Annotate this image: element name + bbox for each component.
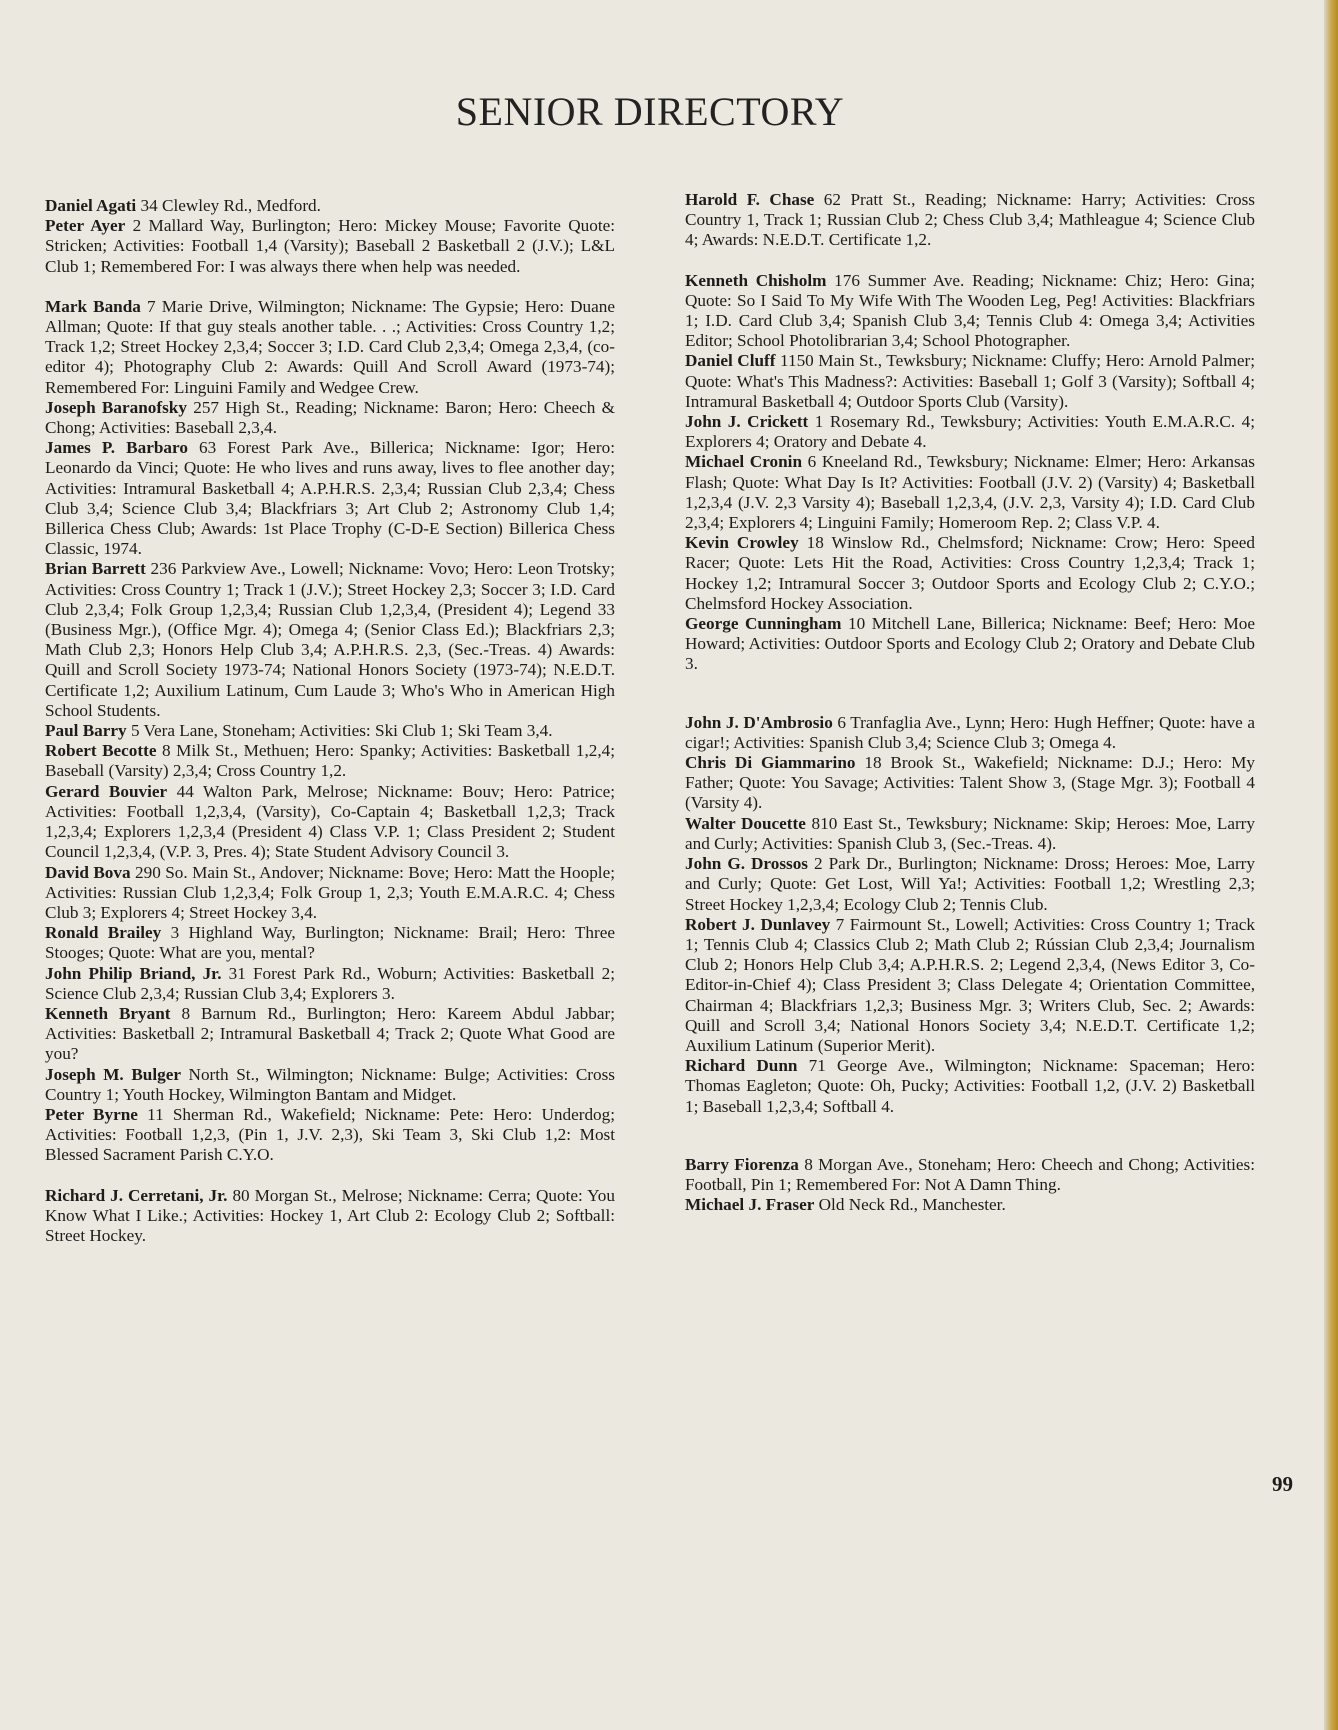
spacer bbox=[45, 1166, 615, 1186]
entry-name: John Philip Briand, Jr. bbox=[45, 963, 222, 983]
entry-name: Michael J. Fraser bbox=[685, 1195, 815, 1215]
entry-text: 8 Barnum Rd., Burlington; Hero: Kareem Abdul Jabbar; Activities: Basketball 2; Intramural Basketball 4; Track 2; Quote What Good are you? bbox=[45, 1003, 615, 1064]
directory-entry bbox=[45, 196, 615, 216]
entry-name: Robert J. Dunlavey bbox=[685, 914, 831, 934]
entry-name: Joseph M. Bulger bbox=[45, 1064, 181, 1084]
directory-entry bbox=[685, 1195, 1255, 1215]
entry-text: Old Neck Rd., Manchester. bbox=[814, 1195, 1006, 1215]
entry-name: Kenneth Bryant bbox=[45, 1003, 171, 1023]
directory-entry bbox=[45, 923, 615, 963]
entry-name: Kevin Crowley bbox=[685, 533, 799, 553]
entry-name: Paul Barry bbox=[45, 721, 127, 741]
entry-name: Michael Cronin bbox=[685, 452, 803, 472]
entry-text: 2 Mallard Way, Burlington; Hero: Mickey Mouse; Favorite Quote: Stricken; Activities: Football 1,4 (Varsity); Baseball 2 Basketball 2 (J.V.); L&L Club 1; Remembered For: I was always there when help was needed. bbox=[45, 216, 616, 276]
directory-entry bbox=[685, 533, 1255, 614]
directory-entry bbox=[685, 1056, 1255, 1117]
directory-entry bbox=[685, 190, 1255, 251]
directory-entry bbox=[685, 814, 1255, 854]
spacer bbox=[685, 675, 1255, 713]
page-title: SENIOR DIRECTORY bbox=[455, 89, 845, 134]
entry-name: Chris Di Giammarino bbox=[685, 753, 856, 773]
directory-entry bbox=[45, 1004, 615, 1065]
page-number: 99 bbox=[1272, 1472, 1293, 1496]
entry-text: 290 So. Main St., Andover; Nickname: Bove; Hero: Matt the Hoople; Activities: Russian Club 1,2,3,4; Folk Group 1, 2,3; Youth E.M.A.R.C. 4; Chess Club 3; Explorers 4; Street Hockey 3,4. bbox=[45, 862, 615, 922]
entry-name: Brian Barrett bbox=[45, 559, 146, 579]
entry-text: 1150 Main St., Tewksbury; Nickname: Cluffy; Hero: Arnold Palmer; Quote: What's This Madness?: Activities: Baseball 1; Golf 3 (Varsity); Softball 4; Intramural Basketball 4; Outdoor Sports Club (Varsity). bbox=[685, 351, 1255, 411]
entry-text: 236 Parkview Ave., Lowell; Nickname: Vovo; Hero: Leon Trotsky; Activities: Cross Country 1; Track 1 (J.V.); Street Hockey 2,3; Soccer 3; I.D. Card Club 2,3,4; Folk Group 1,2,3,4; Russian Club 1,2,3,4, (President 4); Legend 33 (Business Mgr.), (Office Mgr. 4); Omega 4; (Senior Class Ed.); Blackfriars 2,3; Math Club 2,3; Honors Help Club 3,4; A.P.H.R.S. 2,3, (Sec.-Treas. 4) Awards: Quill and Scroll Society 1973-74; National Honors Society (1973-74); N.E.D.T. Certificate 1,2; Auxilium Latinum, Cum Laude 3; Who's Who in American High School Students. bbox=[45, 559, 615, 720]
entry-text: 18 Brook St., Wakefield; Nickname: D.J.; Hero: My Father; Quote: You Savage; Activities: Talent Show 3, (Stage Mgr. 3); Football 4 (Varsity 4). bbox=[685, 753, 1255, 813]
entry-name: James P. Barbaro bbox=[45, 438, 188, 458]
entry-text: 176 Summer Ave. Reading; Nickname: Chiz; Hero: Gina; Quote: So I Said To My Wife With The Wooden Leg, Peg! Activities: Blackfriars 1; I.D. Card Club 3,4; Spanish Club 3,4; Tennis Club 4: Omega 3,4; Activities Editor; School Photolibrarian 3,4; School Photographer. bbox=[685, 270, 1255, 351]
directory-entry bbox=[45, 863, 615, 924]
entry-text: 6 Tranfaglia Ave., Lynn; Hero: Hugh Heffner; Quote: have a cigar!; Activities: Spanish Club 3,4; Science Club 3; Omega 4. bbox=[685, 712, 1255, 752]
entry-text: 80 Morgan St., Melrose; Nickname: Cerra; Quote: You Know What I Like.; Activities: Hockey 1, Art Club 2: Ecology Club 2; Softball: Street Hockey. bbox=[45, 1185, 615, 1245]
entry-name: Daniel Cluff bbox=[685, 351, 776, 371]
entry-name: John J. D'Ambrosio bbox=[685, 712, 833, 732]
directory-entry bbox=[685, 271, 1255, 352]
directory-entry bbox=[45, 438, 615, 559]
directory-entry bbox=[685, 452, 1255, 533]
directory-entry bbox=[45, 559, 615, 721]
entry-name: Richard Dunn bbox=[685, 1056, 798, 1076]
spacer bbox=[685, 251, 1255, 271]
entry-text: 6 Kneeland Rd., Tewksbury; Nickname: Elmer; Hero: Arkansas Flash; Quote: What Day Is It? Activities: Football (J.V. 2) (Varsity) 4; Basketball 1,2,3,4 (J.V. 2,3 Varsity 4); Baseball 1,2,3,4, (J.V. 2,3, Varsity 4); I.D. Card Club 2,3,4; Explorers 4; Linguini Family; Homeroom Rep. 2; Class V.P. 4. bbox=[685, 452, 1255, 533]
entry-name: John J. Crickett bbox=[685, 412, 809, 432]
entry-text: 71 George Ave., Wilmington; Nickname: Spaceman; Hero: Thomas Eagleton; Quote: Oh, Pucky; Activities: Football 1,2, (J.V. 2) Basketball 1; Baseball 1,2,3,4; Softball 4. bbox=[685, 1056, 1255, 1116]
directory-entry bbox=[45, 741, 615, 781]
directory-entry bbox=[685, 614, 1255, 675]
entry-text: 8 Morgan Ave., Stoneham; Hero: Cheech and Chong; Activities: Football, Pin 1; Remembered For: Not A Damn Thing. bbox=[685, 1154, 1255, 1194]
entry-name: David Bova bbox=[45, 862, 131, 882]
directory-entry bbox=[45, 964, 615, 1004]
directory-entry bbox=[685, 412, 1255, 452]
directory-entry bbox=[45, 216, 615, 277]
entry-name: Richard J. Cerretani, Jr. bbox=[45, 1185, 228, 1205]
directory-entry bbox=[45, 297, 615, 398]
left-column bbox=[45, 196, 615, 1246]
entry-text: 62 Pratt St., Reading; Nickname: Harry; Activities: Cross Country 1, Track 1; Russian Club 2; Chess Club 3,4; Mathleague 4; Science Club 4; Awards: N.E.D.T. Certificate 1,2. bbox=[685, 190, 1255, 250]
entry-name: Peter Byrne bbox=[45, 1104, 138, 1124]
entry-name: John G. Drossos bbox=[685, 854, 808, 874]
directory-entry bbox=[45, 398, 615, 438]
directory-entry bbox=[685, 915, 1255, 1056]
directory-entry bbox=[45, 1186, 615, 1247]
directory-entry bbox=[685, 1155, 1255, 1195]
entry-text: 8 Milk St., Methuen; Hero: Spanky; Activities: Basketball 1,2,4; Baseball (Varsity) 2,3,4; Cross Country 1,2. bbox=[45, 741, 615, 781]
page-edge-binding bbox=[1324, 0, 1338, 1730]
entry-text: North St., Wilmington; Nickname: Bulge; Activities: Cross Country 1; Youth Hockey, Wilmington Bantam and Midget. bbox=[45, 1064, 615, 1104]
entry-name: Daniel Agati bbox=[45, 196, 137, 215]
directory-entry bbox=[685, 854, 1255, 915]
entry-text: 2 Park Dr., Burlington; Nickname: Dross; Heroes: Moe, Larry and Curly; Quote: Get Lost, Will Ya!; Activities: Football 1,2; Wrestling 2,3; Street Hockey 1,2,3,4; Ecology Club 2; Tennis Club. bbox=[685, 854, 1255, 914]
entry-text: 7 Marie Drive, Wilmington; Nickname: The Gypsie; Hero: Duane Allman; Quote: If that guy steals another table. . .; Activities: Cross Country 1,2; Track 1,2; Street Hockey 2,3,4; Soccer 3; I.D. Card Club 2,3,4; Omega 2,3,4, (co-editor 4); Photography Club 2: Awards: Quill And Scroll Award (1973-74); Remembered For: Linguini Family and Wedgee Crew. bbox=[45, 296, 615, 397]
directory-entry bbox=[45, 1105, 615, 1166]
spacer bbox=[685, 1117, 1255, 1155]
entry-name: George Cunningham bbox=[685, 614, 842, 634]
entry-text: 5 Vera Lane, Stoneham; Activities: Ski Club 1; Ski Team 3,4. bbox=[126, 721, 553, 741]
entry-name: Harold F. Chase bbox=[685, 190, 815, 209]
entry-text: 18 Winslow Rd., Chelmsford; Nickname: Crow; Hero: Speed Racer; Quote: Lets Hit the Road, Activities: Cross Country 1,2,3,4; Track 1; Hockey 1,2; Intramural Soccer 3; Outdoor Sports and Ecology Club 2; C.Y.O.; Chelmsford Hockey Association. bbox=[685, 533, 1255, 613]
entry-name: Ronald Brailey bbox=[45, 923, 162, 943]
entry-name: Joseph Baranofsky bbox=[45, 397, 187, 417]
entry-name: Barry Fiorenza bbox=[685, 1154, 799, 1174]
entry-text: 34 Clewley Rd., Medford. bbox=[136, 196, 321, 215]
directory-entry bbox=[45, 1065, 615, 1105]
entry-text: 44 Walton Park, Melrose; Nickname: Bouv; Hero: Patrice; Activities: Football 1,2,3,4, (Varsity), Co-Captain 4; Basketball 1,2,3; Track 1,2,3,4; Explorers 1,2,3,4 (President 4) Class V.P. 1; Class President 2; Student Council 1,2,3,4, (V.P. 3, Pres. 4); State Student Advisory Council 3. bbox=[45, 781, 615, 862]
entry-text: 3 Highland Way, Burlington; Nickname: Brail; Hero: Three Stooges; Quote: What are you, mental? bbox=[45, 923, 616, 963]
entry-text: 7 Fairmount St., Lowell; Activities: Cross Country 1; Track 1; Tennis Club 4; Classics Club 2; Math Club 2; Rússian Club 2,3,4; Journalism Club 2; Honors Help Club 3,4; A.P.H.R.S. 2; Legend 2,3,4, (News Editor 3, Co-Editor-in-Chief 4); Class President 3; Class Delegate 4; Orientation Committee, Chairman 4; Blackfriars 1,2,3; Business Mgr. 3; Writers Club, Sec. 2; Awards: Quill and Scroll 3,4; National Honors Society 3,4; N.E.D.T. Certificate 1,2; Auxilium Latinum (Superior Merit). bbox=[685, 914, 1255, 1055]
directory-entry bbox=[685, 351, 1255, 412]
entry-name: Walter Doucette bbox=[685, 813, 806, 833]
entry-name: Peter Ayer bbox=[45, 216, 126, 236]
entry-text: 1 Rosemary Rd., Tewksbury; Activities: Youth E.M.A.R.C. 4; Explorers 4; Oratory and Debate 4. bbox=[685, 412, 1256, 452]
entry-text: 31 Forest Park Rd., Woburn; Activities: Basketball 2; Science Club 2,3,4; Russian Club 3,4; Explorers 3. bbox=[45, 963, 615, 1003]
directory-entry bbox=[45, 721, 615, 741]
entry-name: Robert Becotte bbox=[45, 741, 157, 761]
spacer bbox=[45, 277, 615, 297]
entry-name: Gerard Bouvier bbox=[45, 781, 168, 801]
entry-text: 11 Sherman Rd., Wakefield; Nickname: Pete: Hero: Underdog; Activities: Football 1,2,3, (Pin 1, J.V. 2,3), Ski Team 3, Ski Club 1,2: Most Blessed Sacrament Parish C.Y.O. bbox=[45, 1104, 615, 1165]
entry-name: Mark Banda bbox=[45, 296, 141, 316]
entry-name: Kenneth Chisholm bbox=[685, 270, 827, 290]
entry-text: 63 Forest Park Ave., Billerica; Nickname: Igor; Hero: Leonardo da Vinci; Quote: He who lives and runs away, lives to flee another day; Activities: Intramural Basketball 4; A.P.H.R.S. 2,3,4; Russian Club 2,3,4; Chess Club 3,4; Science Club 3,4; Blackfriars 3; Art Club 2; Astronomy Club 1,4; Billerica Chess Club; Awards: 1st Place Trophy (C-D-E Section) Billerica Chess Classic, 1974. bbox=[45, 438, 615, 559]
entry-text: 810 East St., Tewksbury; Nickname: Skip; Heroes: Moe, Larry and Curly; Activities: Spanish Club 3, (Sec.-Treas. 4). bbox=[685, 813, 1255, 853]
directory-entry bbox=[685, 713, 1255, 753]
entry-text: 257 High St., Reading; Nickname: Baron; Hero: Cheech & Chong; Activities: Baseball 2,3,4. bbox=[45, 397, 615, 438]
right-column bbox=[685, 190, 1255, 1215]
entry-text: 10 Mitchell Lane, Billerica; Nickname: Beef; Hero: Moe Howard; Activities: Outdoor Sports and Ecology Club 2; Oratory and Debate Club 3. bbox=[685, 614, 1255, 674]
directory-entry bbox=[45, 782, 615, 863]
directory-entry bbox=[685, 753, 1255, 814]
